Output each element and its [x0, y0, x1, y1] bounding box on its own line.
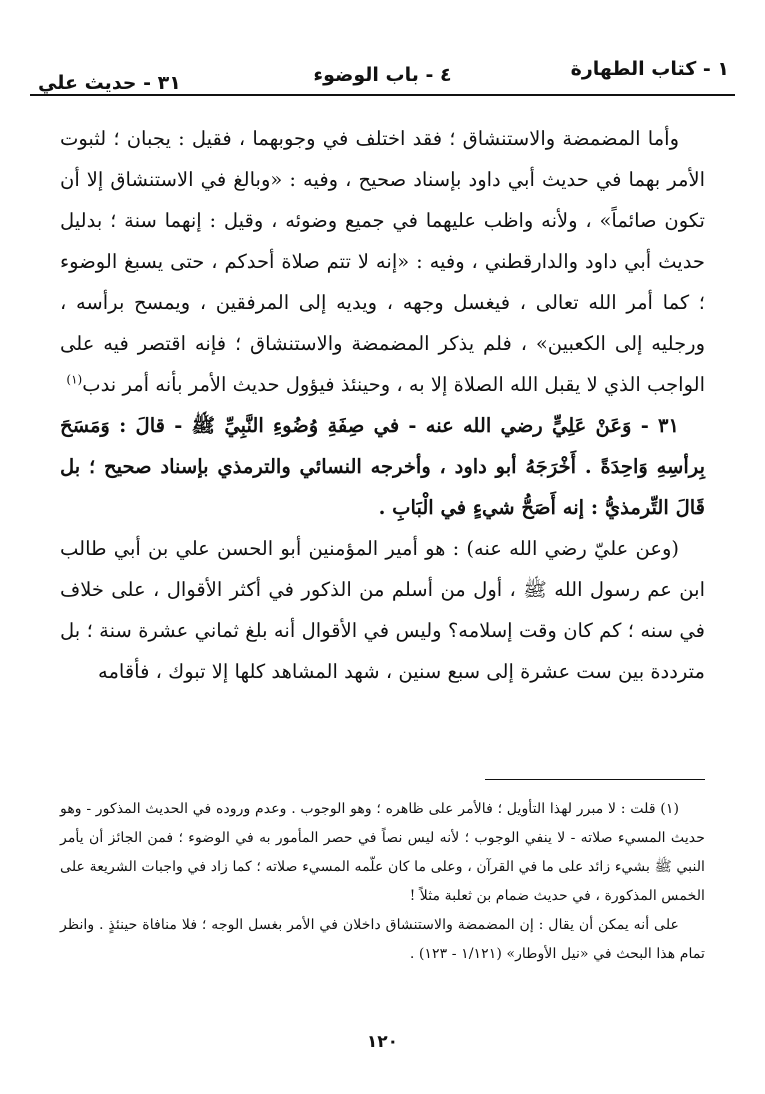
footnotes	[60, 795, 705, 969]
footnote-1-continued: على أنه يمكن أن يقال : إن المضمضة والاستنشاق داخلان في الأمر بغسل الوجه ؛ فلا منافاة حينئذٍ . وانظر تمام هذا البحث في «نيل الأوطار» (١/١٢١ - ١٢٣) .	[60, 917, 705, 962]
running-header	[30, 52, 735, 96]
header-chapter-title: ٤ - باب الوضوء	[313, 64, 452, 86]
header-book-title: ١ - كتاب الطهارة	[570, 58, 729, 80]
footnote-reference: (١)	[66, 372, 83, 387]
header-hadith-title: ٣١ - حديث علي	[38, 72, 181, 94]
page-number: ١٢٠	[366, 1032, 399, 1052]
header-rule	[30, 94, 735, 96]
paragraph-ablution-discussion	[60, 118, 705, 405]
paragraph-ablution-text: وأما المضمضة والاستنشاق ؛ فقد اختلف في وجوبهما ، فقيل : يجبان ؛ لثبوت الأمر بهما في حديث أبي داود بإسناد صحيح ، وفيه : «وبالغ في الاستنشاق إلا أن تكون صائماً» ، ولأنه واظب عليهما في جميع وضوئه ، وقيل : إنهما سنة ؛ بدليل حديث أبي داود والدارقطني ، وفيه : «إنه لا تتم صلاة أحدكم ، حتى يسبغ الوضوء ؛ كما أمر الله تعالى ، فيغسل وجهه ، ويديه إلى المرفقين ، ويمسح برأسه ، ورجليه إلى الكعبين» ، فلم يذكر المضمضة والاستنشاق ؛ فإنه اقتصر فيه على الواجب الذي لا يقبل الله الصلاة إلا به ، وحينئذ فيؤول حديث الأمر بأنه أمر ندب	[60, 127, 705, 396]
footnote-1: (١) قلت : لا مبرر لهذا التأويل ؛ فالأمر على ظاهره ؛ وهو الوجوب . وعدم وروده في الحديث المذكور - وهو حديث المسيء صلاته - لا ينفي الوجوب ؛ لأنه ليس نصاً في حصر المأمور به في الوضوء ؛ فمن الجائز أن يأمر النبي ﷺ بشيء زائد على ما في القرآن ، وعلى ما كان علّمه المسيء صلاته ؛ كما زاد في واجبات الشريعة على الخمس المذكورة ، في حديث ضمام بن ثعلبة مثلاً !	[60, 801, 705, 904]
paragraph-ali-biography: (وعن عليّ رضي الله عنه) : هو أمير المؤمنين أبو الحسن علي بن أبي طالب ابن عم رسول الله ﷺ ، أول من أسلم من الذكور في أكثر الأقوال ، على خلاف في سنه ؛ كم كان وقت إسلامه؟ وليس في الأقوال أنه بلغ ثماني عشرة سنة ؛ بل مترددة بين ست عشرة إلى سبع سنين ، شهد المشاهد كلها إلا تبوك ، فأقامه	[60, 537, 705, 683]
hadith-31: ٣١ - وَعَنْ عَلِيٍّ رضي الله عنه - في صِفَةِ وُضُوءِ النَّبِيِّ ﷺ - قالَ : وَمَسَحَ بِرأسِهِ وَاحِدَةً . أَخْرَجَهُ أبو داود ، وأخرجه النسائي والترمذي بإسناد صحيح ؛ بل قَالَ التِّرمذيُّ : إنه أَصَحُّ شيءٍ في الْبَابِ .	[60, 414, 705, 519]
footnote-separator	[485, 779, 705, 780]
main-text	[60, 118, 705, 692]
